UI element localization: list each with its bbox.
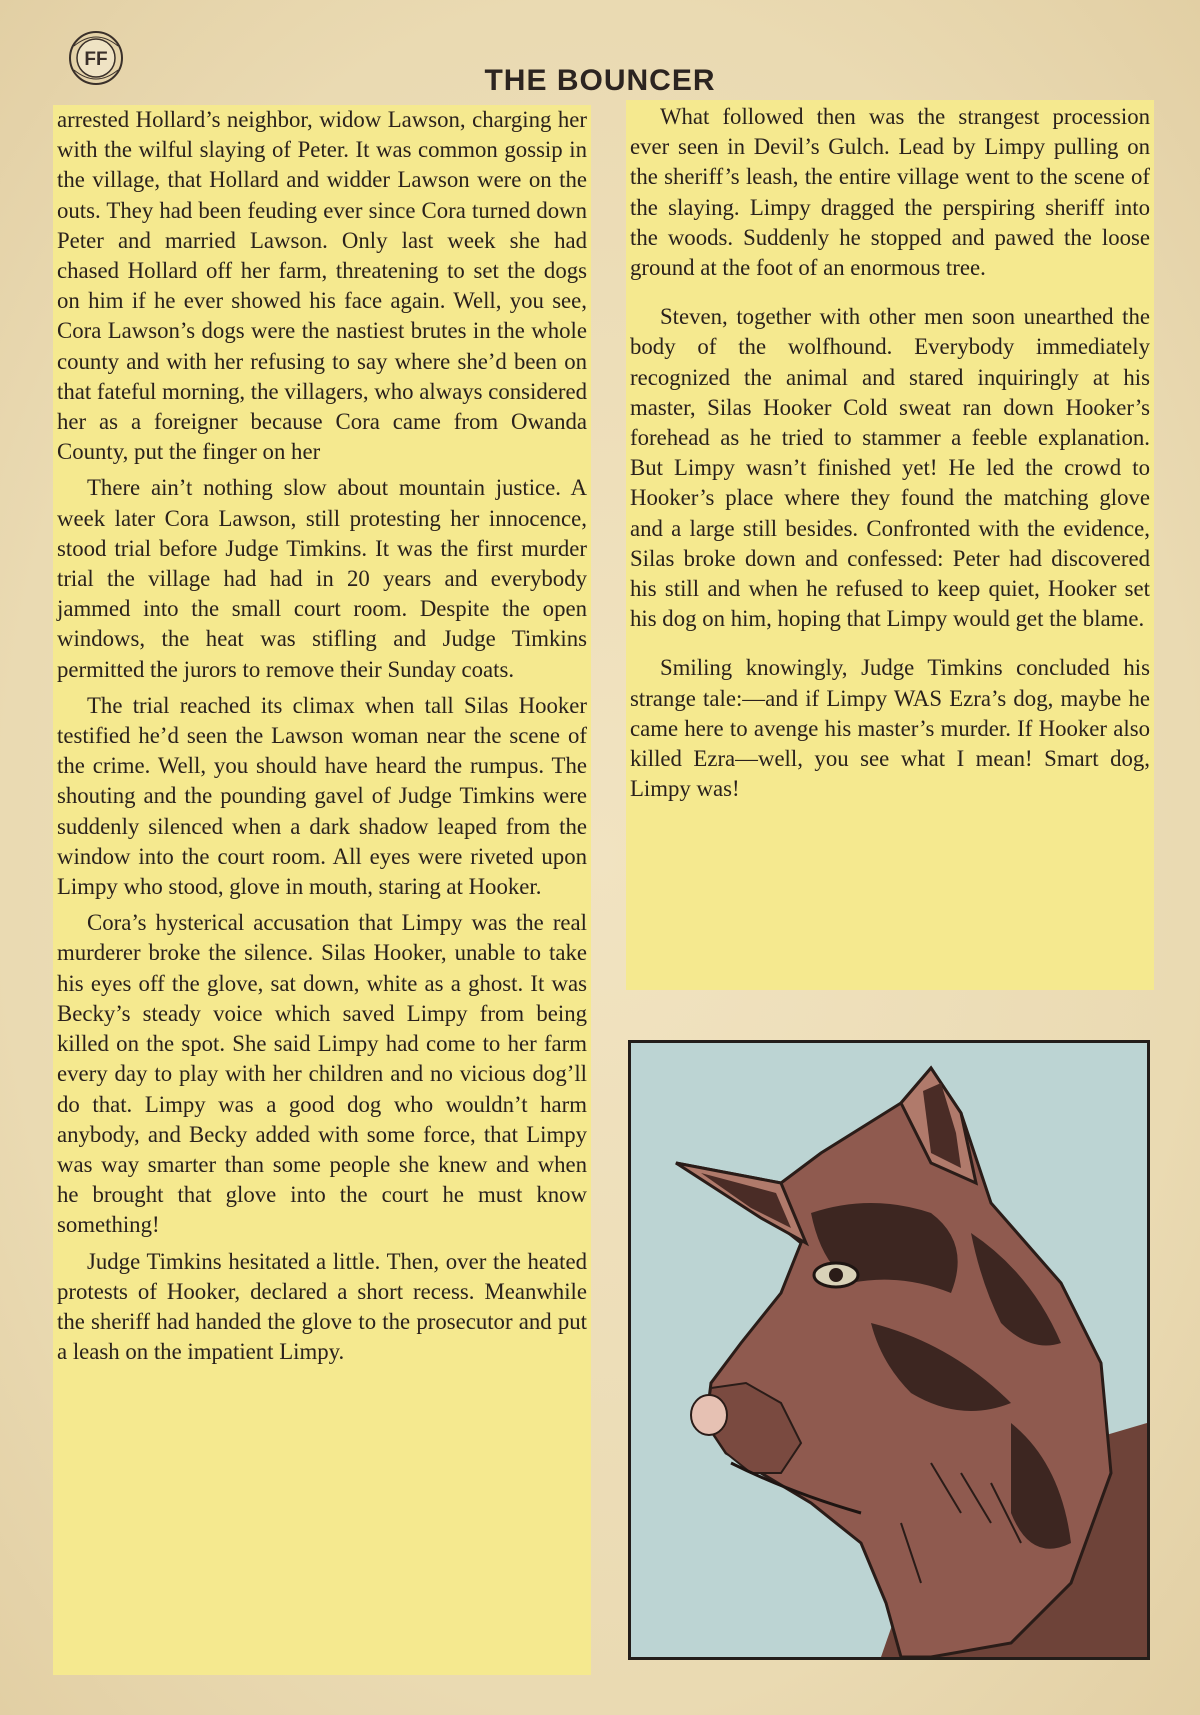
dog-illustration-panel: [628, 1040, 1150, 1660]
paragraph: Smiling knowingly, Judge Timkins concluded his strange tale:—and if Limpy WAS Ezra’s dog, maybe he came here to avenge his master’s murder. If Hooker also killed Ezra—well, you see what I mean! Smart dog, Limpy was!: [630, 655, 1150, 802]
paragraph: The trial reached its climax when tall Silas Hooker testified he’d seen the Lawson woman near the scene of the crime. Well, you should have heard the rumpus. The shouting and the pounding gavel of Judge Timkins were suddenly silenced when a dark shadow leaped from the window into the court room. All eyes were riveted upon Limpy who stood, glove in mouth, staring at Hooker.: [57, 692, 587, 900]
paragraph: Cora’s hysterical accusation that Limpy was the real murderer broke the silence. Silas Hooker, unable to take his eyes off the glove, sat down, white as a ghost. It was Becky’s steady voice which saved Limpy from being killed on the spot. She said Limpy had come to her farm every day to play with her children and no vicious dog’ll do that. Limpy was a good dog who wouldn’t harm anybody, and Becky added with some force, that Limpy was way smarter than some people she knew and when he brought that glove into the court he must know something!: [57, 910, 587, 1238]
paragraph: arrested Hollard’s neighbor, widow Lawson, charging her with the wilful slaying of Peter. It was common gossip in the village, that Hollard and widder Lawson were on the outs. They had been feuding ever since Cora turned down Peter and married Lawson. Only last week she had chased Hollard off her farm, threatening to set the dogs on him if he ever showed his face again. Well, you see, Cora Lawson’s dogs were the nastiest brutes in the whole county and with her refusing to say where she’d been on that fateful morning, the villagers, who always considered her as a foreigner because Cora came from Owanda County, put the finger on her: [57, 107, 587, 465]
story-column-right: [626, 100, 1154, 990]
svg-text:FF: FF: [84, 49, 108, 70]
paragraph: Steven, together with other men soon unearthed the body of the wolfhound. Everybody immediately recognized the animal and stared inquiringly at his master, Silas Hooker Cold sweat ran down Hooker’s forehead as he tried to stammer a feeble explanation. But Limpy wasn’t finished yet! He led the crowd to Hooker’s place where they found the matching glove and a large still besides. Confronted with the evidence, Silas broke down and confessed: Peter had discovered his still and when he refused to keep quiet, Hooker set his dog on him, hoping that Limpy would get the blame.: [630, 304, 1150, 632]
paragraph: There ain’t nothing slow about mountain justice. A week later Cora Lawson, still protesting her innocence, stood trial before Judge Timkins. It was the first murder trial the village had had in 20 years and everybody jammed into the small court room. Despite the open windows, the heat was stifling and Judge Timkins permitted the jurors to remove their Sunday coats.: [57, 475, 587, 682]
paragraph: What followed then was the strangest procession ever seen in Devil’s Gulch. Lead by Limpy pulling on the sheriff’s leash, the entire village went to the scene of the slaying. Limpy dragged the perspiring sheriff into the woods. Suddenly he stopped and pawed the loose ground at the foot of an enormous tree.: [630, 104, 1150, 281]
dog-head-drawing: [631, 1043, 1147, 1657]
story-column-left: [53, 105, 591, 1675]
page-title: THE BOUNCER: [484, 64, 716, 97]
paragraph: Judge Timkins hesitated a little. Then, over the heated protests of Hooker, declared a short recess. Meanwhile the sheriff had handed the glove to the prosecutor and put a leash on the impatient Limpy.: [57, 1248, 587, 1365]
